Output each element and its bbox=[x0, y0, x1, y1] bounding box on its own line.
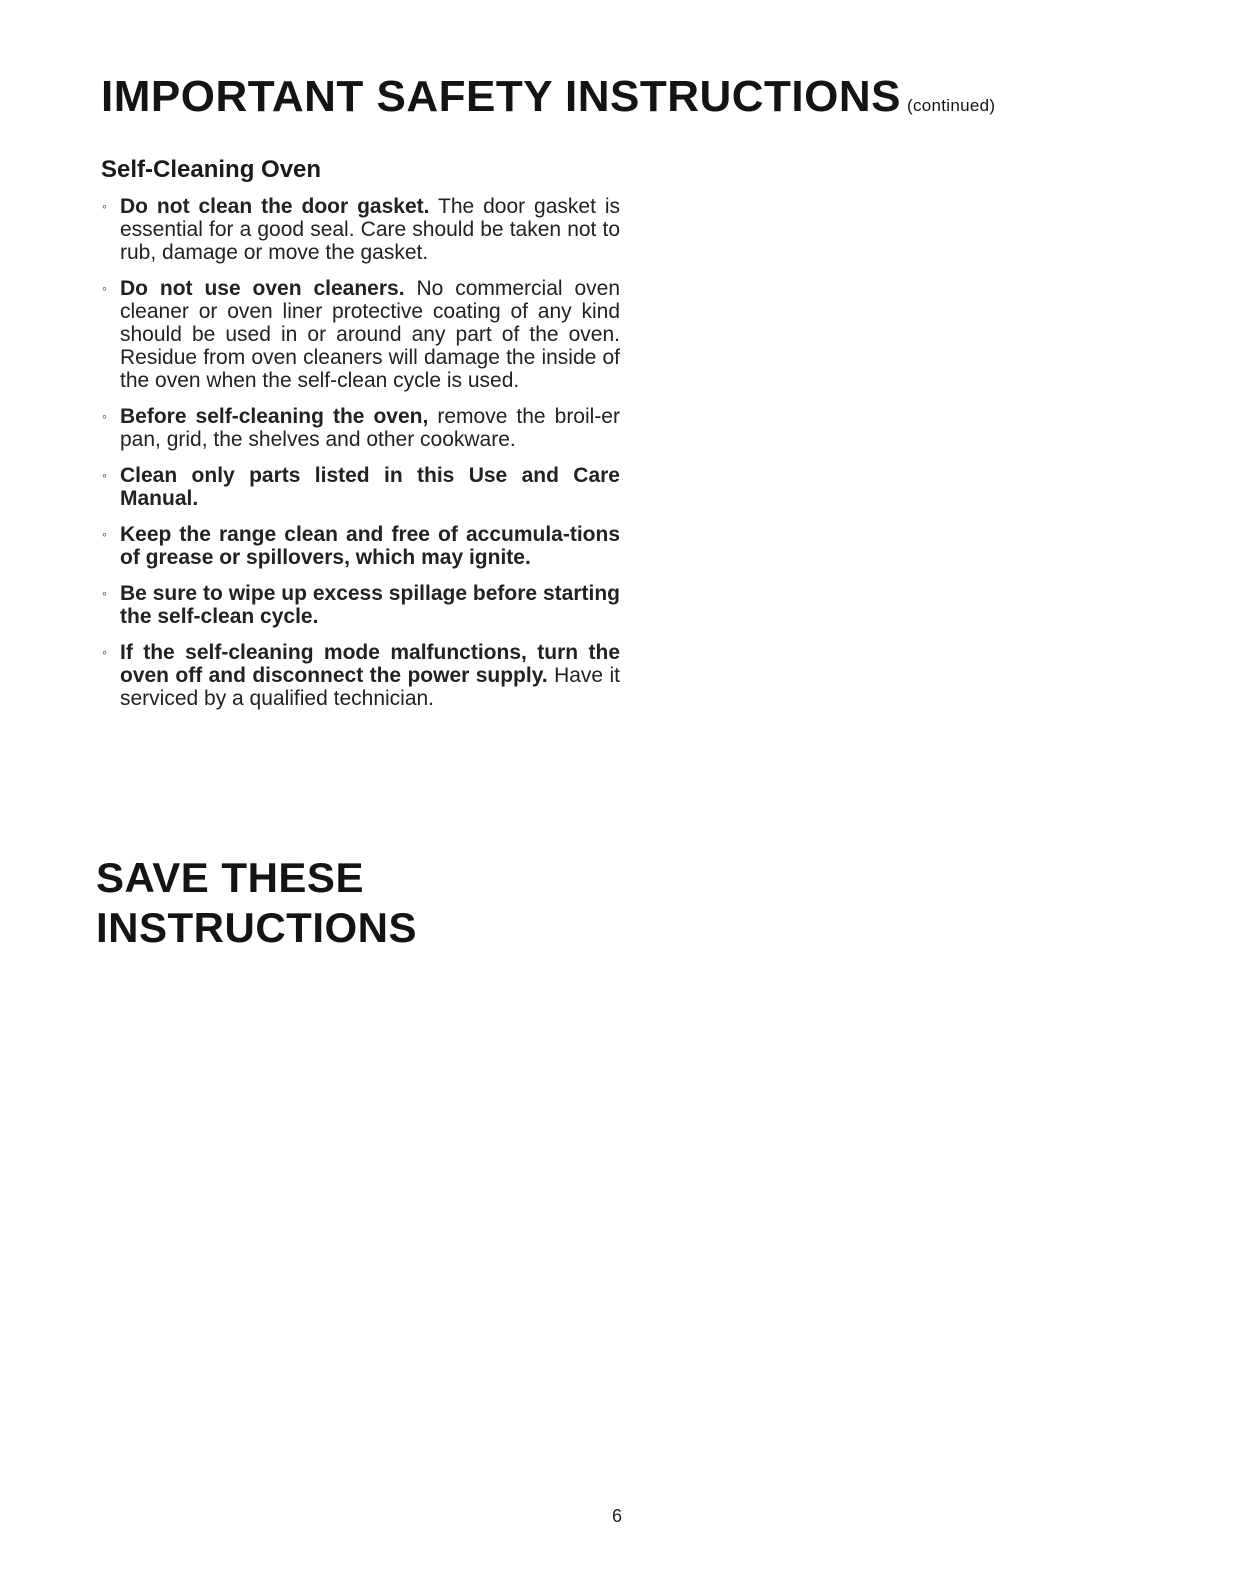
list-item bbox=[100, 277, 620, 392]
bullet-icon: ◦ bbox=[102, 408, 107, 424]
section-heading: Self-Cleaning Oven bbox=[101, 156, 322, 183]
page-title bbox=[101, 72, 995, 131]
list-item bbox=[100, 195, 620, 264]
save-instructions-heading bbox=[96, 853, 417, 953]
list-item-text: The door gasket is essential for a good seal. Care should be taken not to rub, damage or move the gasket. bbox=[120, 195, 620, 264]
bullet-icon: ◦ bbox=[102, 280, 107, 296]
list-item-bold: Keep the range clean and free of accumula-tions of grease or spillovers, which may ignite. bbox=[120, 523, 620, 569]
list-item-text: remove the broil-er pan, grid, the shelves and other cookware. bbox=[120, 405, 620, 451]
list-item bbox=[100, 641, 620, 710]
list-item bbox=[100, 405, 620, 451]
list-item-bold: If the self-cleaning mode malfunctions, turn the oven off and disconnect the power supply. bbox=[120, 641, 620, 687]
list-item-text: No commercial oven cleaner or oven liner protective coating of any kind should be used in or around any part of the oven. Residue from oven cleaners will damage the inside of the oven when the self-clean cycle is used. bbox=[120, 277, 621, 392]
bullet-icon: ◦ bbox=[102, 198, 107, 214]
page-title-suffix: (continued) bbox=[907, 96, 996, 115]
list-item-bold: Before self-cleaning the oven, bbox=[120, 405, 429, 428]
bullet-icon: ◦ bbox=[102, 467, 107, 483]
save-heading-line-1: SAVE THESE bbox=[96, 854, 364, 901]
safety-instructions-list bbox=[100, 195, 620, 723]
list-item bbox=[100, 464, 620, 510]
list-item-bold: Do not use oven cleaners. bbox=[120, 277, 405, 300]
bullet-icon: ◦ bbox=[102, 644, 107, 660]
bullet-icon: ◦ bbox=[102, 585, 107, 601]
bullet-icon: ◦ bbox=[102, 526, 107, 542]
save-heading-line-2: INSTRUCTIONS bbox=[96, 904, 417, 951]
list-item bbox=[100, 582, 620, 628]
page-number: 6 bbox=[612, 1506, 623, 1526]
list-item-bold: Be sure to wipe up excess spillage before starting the self-clean cycle. bbox=[120, 582, 620, 628]
list-item-bold: Clean only parts listed in this Use and Care Manual. bbox=[120, 464, 620, 510]
list-item-bold: Do not clean the door gasket. bbox=[120, 195, 430, 218]
list-item-text: Have it serviced by a qualified technician. bbox=[120, 664, 620, 710]
list-item bbox=[100, 523, 620, 569]
page-title-text: IMPORTANT SAFETY INSTRUCTIONS bbox=[101, 72, 901, 121]
